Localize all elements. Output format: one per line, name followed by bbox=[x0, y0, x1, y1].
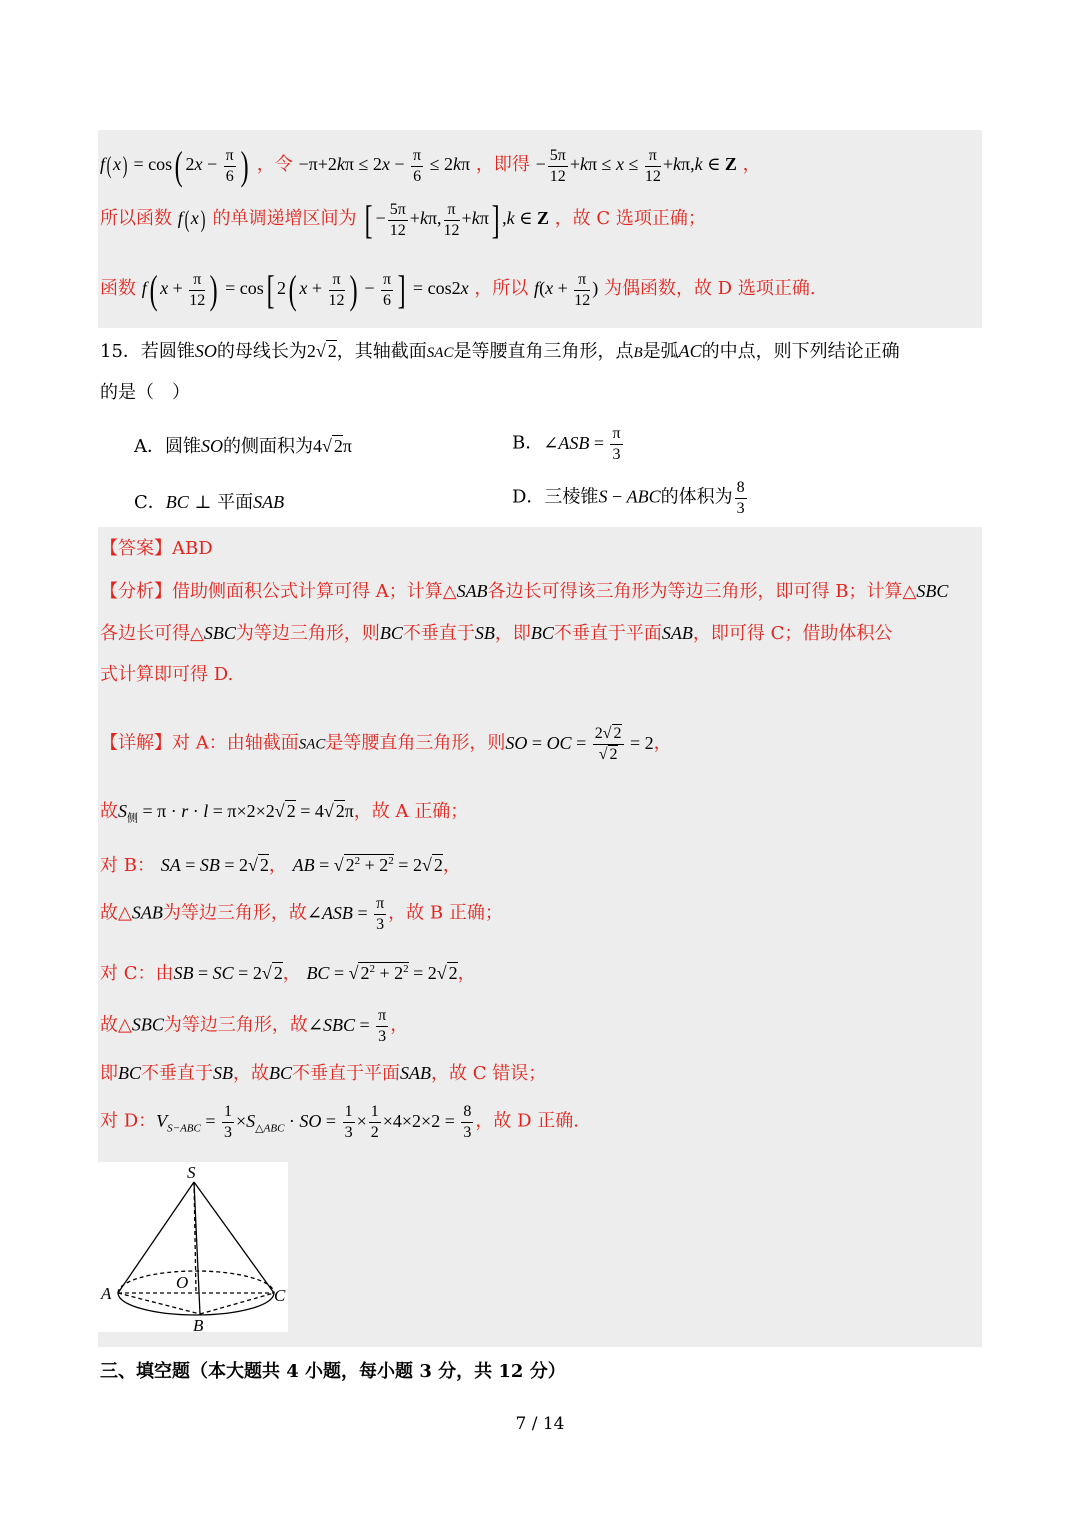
line2-mid: 的单调递增区间为 bbox=[212, 208, 357, 230]
analysis-line-1: 【分析】借助侧面积公式计算可得 A；计算△SAB各边长可得该三角形为等边三角形，即可得 B；计算△SBC bbox=[100, 581, 949, 602]
label-c: C bbox=[274, 1286, 286, 1305]
solution-14-line-2: 所以函数 f(x) 的单调递增区间为 [ − $\frac{5\pi}{12}$ +kπ, $\frac{\pi}{12}$ +kπ] ,k ∈ Z ，故 C 选项正确； bbox=[100, 197, 706, 242]
question-15-stem: 15．若圆锥SO的母线长为2√ 2，其轴截面SAC是等腰直角三角形，点B是弧AC的中点，则下列结论正确 bbox=[100, 341, 900, 362]
q15-stem-d: 是等腰直角三角形，点 bbox=[453, 341, 634, 362]
page-number: 7 / 14 bbox=[515, 1414, 565, 1434]
detail-line-3: 对 B： SA = SB = 2√ 2， AB = √ $2^2 + 2^2 = 2√$ 2， bbox=[100, 855, 461, 876]
label-b: B bbox=[193, 1316, 204, 1332]
solution-14-line-3: 函数 f( x + $\frac{\pi}{12}$ ) = cos[ 2( x + $\frac{\pi}{12}$ ) − $\frac{\pi}{6}$ ] = cos2x ，所以 f(x + $\frac{\pi}{12}$ ) 为偶函数，故 D 选项正确. bbox=[100, 267, 816, 312]
section-heading: 三、填空题（本大题共 4 小题，每小题 3 分，共 12 分） bbox=[100, 1361, 566, 1382]
line1-text: 令 bbox=[274, 154, 293, 176]
detail-line-6: 故△SBC为等边三角形，故∠SBC = $\frac{\pi}{3}$ ， bbox=[100, 1007, 409, 1045]
q15-stem-c: ，其轴截面 bbox=[336, 341, 427, 362]
line1-end: ， bbox=[742, 154, 761, 176]
q15-stem-b: 的母线长为 bbox=[216, 341, 307, 362]
analysis-line-3: 式计算即可得 D. bbox=[100, 664, 234, 685]
label-o: O bbox=[176, 1273, 189, 1292]
cone-figure bbox=[98, 1162, 288, 1332]
label-a: A bbox=[101, 1284, 112, 1303]
question-15-stem-line-2: 的是（ ） bbox=[100, 382, 190, 403]
detail-line-2: 故$S_侧 = \pi \cdot r \cdot l = \pi\times 2\times 2√$ 2 = 4√ 2π，故 A 正确； bbox=[100, 801, 469, 825]
option-a[interactable]: A．圆锥SO的侧面积为4√ 2π bbox=[134, 436, 352, 457]
detail-line-8: 对 D：$V_{S-ABC}$ = $\frac{1}{3}$ $\times S_{\triangle ABC}$ · SO = $\frac{1}{3}$ × $\frac{1}{2}$ ×4×2×2 = $\frac{8}{3}$ ，故 D 正确. bbox=[100, 1103, 579, 1141]
label-s: S bbox=[187, 1163, 196, 1182]
detail-line-1: 【详解】对 A：由轴截面SAC是等腰直角三角形，则SO = OC = $\frac{2√ 2}{√ 2}$ = 2， bbox=[100, 725, 672, 763]
detail-line-4: 故△SAB为等边三角形，故∠ASB = $\frac{\pi}{3}$ ，故 B 正确； bbox=[100, 895, 503, 933]
line2-end: ，故 C 选项正确； bbox=[554, 208, 706, 230]
option-c[interactable]: C．BC ⊥ 平面SAB bbox=[134, 492, 285, 513]
solution-14-line-1: f(x) = cos( 2x − $\frac{\pi}{6}$ ) ，令 −π+2kπ ≤ 2x − $\frac{\pi}{6}$ ≤ 2kπ ，即得 − $\frac{5\pi}{12}$ +kπ ≤ x ≤ $\frac{\pi}{12}$ +kπ,k ∈ Z ， bbox=[100, 143, 761, 188]
line2-text: 所以函数 bbox=[100, 208, 172, 230]
answer-label: 【答案】ABD bbox=[100, 538, 213, 559]
q15-stem-e: 是弧 bbox=[642, 341, 679, 362]
line3-text: 函数 bbox=[100, 278, 136, 300]
detail-line-5: 对 C：由SB = SC = 2√ 2， BC = √ $2^2 + 2^2 = 2√$ 2， bbox=[100, 963, 476, 984]
line1-mid: ，即得 bbox=[475, 154, 530, 176]
detail-line-7: 即BC不垂直于SB，故BC不垂直于平面SAB，故 C 错误； bbox=[100, 1063, 547, 1084]
analysis-line-2: 各边长可得△SBC为等边三角形，则BC不垂直于SB，即BC不垂直于平面SAB，即可得 C；借助体积公 bbox=[100, 623, 893, 644]
q15-number: 15． bbox=[100, 341, 141, 362]
line3-mid: ，所以 bbox=[474, 278, 529, 300]
q15-stem-f: 的中点，则下列结论正确 bbox=[701, 341, 900, 362]
q15-stem-a: 若圆锥 bbox=[140, 341, 195, 362]
option-d[interactable]: D．三棱锥S − ABC的体积为 $\frac{8}{3}$ bbox=[512, 479, 745, 517]
line3-end: 为偶函数，故 D 选项正确. bbox=[603, 278, 816, 300]
option-b[interactable]: B．∠ASB = $\frac{\pi}{3}$ bbox=[512, 425, 621, 463]
